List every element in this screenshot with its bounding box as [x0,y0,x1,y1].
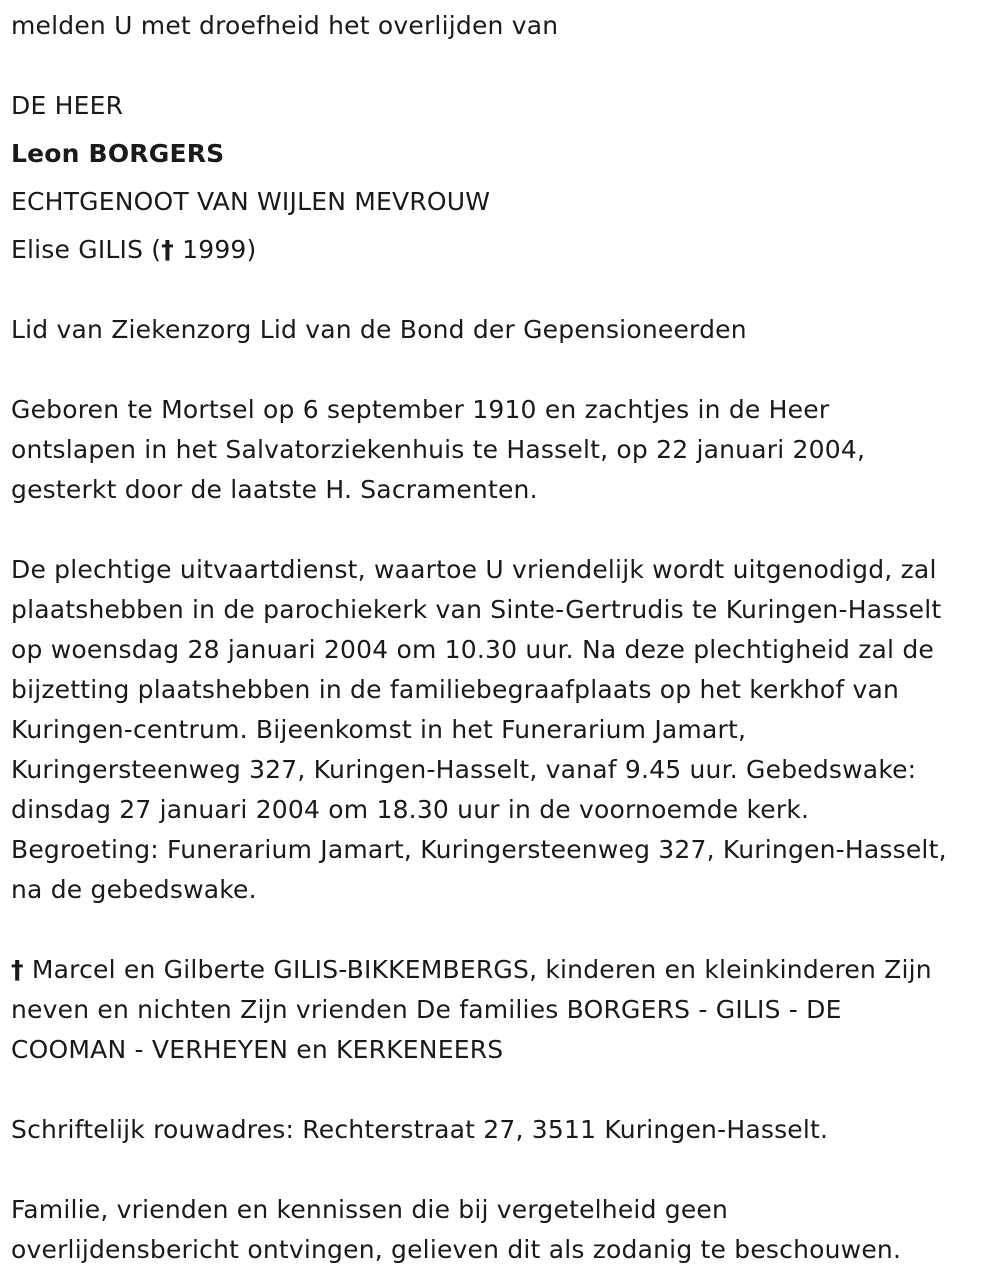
paragraph-line: De plechtige uitvaartdienst, waartoe U vriendelijk wordt uitgenodigd, zal [11,555,937,584]
paragraph-line: Begroeting: Funerarium Jamart, Kuringersteenweg 327, Kuringen-Hasselt, [11,835,947,864]
paragraph-line: dinsdag 27 januari 2004 om 18.30 uur in de voornoemde kerk. [11,795,810,824]
family-text: Marcel en Gilberte GILIS-BIKKEMBERGS, kinderen en kleinkinderen Zijn [23,955,932,984]
paragraph-line [11,950,993,990]
paragraph-line: op woensdag 28 januari 2004 om 10.30 uur. Na deze plechtigheid zal de [11,635,935,664]
cross-icon: † [11,955,24,984]
memberships-text: Lid van Ziekenzorg Lid van de Bond der Gepensioneerden [11,315,747,344]
honorific: DE HEER [11,91,124,120]
death-notice [11,6,993,1270]
family-paragraph [11,950,993,1070]
paragraph-line: na de gebedswake. [11,875,257,904]
spouse-line [11,230,993,270]
spouse-death-year: 1999) [173,235,257,264]
paragraph-line: plaatshebben in de parochiekerk van Sinte-Gertrudis te Kuringen-Hasselt [11,595,942,624]
paragraph-line: Geboren te Mortsel op 6 september 1910 en zachtjes in de Heer [11,395,830,424]
paragraph-line: bijzetting plaatshebben in de familiebegraafplaats op het kerkhof van [11,675,900,704]
closing-paragraph [11,1190,993,1270]
paragraph-line: Kuringen-centrum. Bijeenkomst in het Funerarium Jamart, [11,715,747,744]
paragraph-line: Familie, vrienden en kennissen die bij vergetelheid geen [11,1195,729,1224]
paragraph-line: gesterkt door de laatste H. Sacramenten. [11,475,538,504]
spouse-name: Elise GILIS ( [11,235,162,264]
spouse-title: ECHTGENOOT VAN WIJLEN MEVROUW [11,187,491,216]
deceased-name: Leon BORGERS [11,139,225,168]
mourning-address: Schriftelijk rouwadres: Rechterstraat 27, 3511 Kuringen-Hasselt. [11,1115,829,1144]
paragraph-line: neven en nichten Zijn vrienden De families BORGERS - GILIS - DE [11,995,842,1024]
birth-death-paragraph [11,390,993,510]
paragraph-line: Kuringersteenweg 327, Kuringen-Hasselt, vanaf 9.45 uur. Gebedswake: [11,755,917,784]
cross-icon: † [161,235,174,264]
funeral-paragraph [11,550,993,910]
paragraph-line: ontslapen in het Salvatorziekenhuis te Hasselt, op 22 januari 2004, [11,435,866,464]
paragraph-line: COOMAN - VERHEYEN en KERKENEERS [11,1035,504,1064]
paragraph-line: overlijdensbericht ontvingen, gelieven dit als zodanig te beschouwen. [11,1235,902,1264]
intro-text: melden U met droefheid het overlijden van [11,11,559,40]
